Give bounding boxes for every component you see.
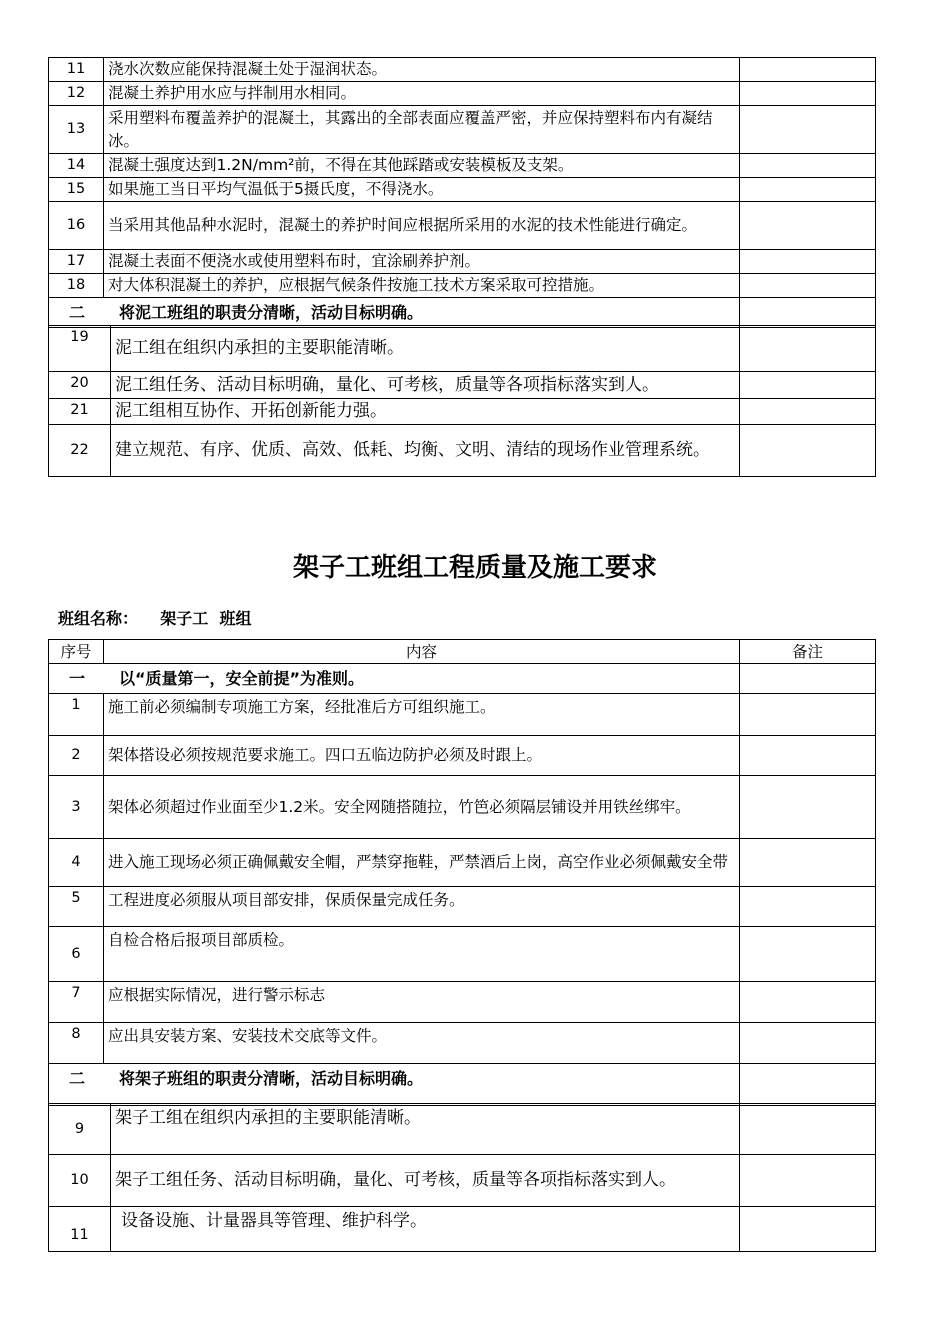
row-note — [740, 887, 876, 927]
header-number: 序号 — [49, 640, 104, 664]
row-note — [740, 1155, 876, 1207]
table-continued-part2 — [48, 325, 876, 477]
row-note — [740, 1023, 876, 1064]
row-content: 浇水次数应能保持混凝土处于湿润状态。 — [104, 58, 740, 82]
row-number: 5 — [49, 887, 104, 927]
row-content: 架子工组在组织内承担的主要职能清晰。 — [111, 1104, 740, 1155]
row-number: 2 — [49, 736, 104, 776]
table-row — [49, 326, 876, 372]
section-title: 将泥工班组的职责分清晰，活动目标明确。 — [119, 303, 424, 322]
row-number: 6 — [49, 927, 104, 982]
table-row — [49, 927, 876, 982]
row-note — [740, 58, 876, 82]
team-value: 架子工 班组 — [160, 609, 252, 628]
row-note — [740, 326, 876, 372]
row-number: 3 — [49, 776, 104, 839]
row-note — [740, 399, 876, 425]
row-note — [740, 298, 876, 328]
table-row — [49, 106, 876, 154]
table-row — [49, 982, 876, 1023]
table-row — [49, 776, 876, 839]
row-content: 对大体积混凝土的养护，应根据气候条件按施工技术方案采取可控措施。 — [104, 274, 740, 298]
row-note — [740, 106, 876, 154]
row-note — [740, 736, 876, 776]
section-heading — [49, 664, 740, 694]
section-title: 以“质量第一，安全前提”为准则。 — [119, 669, 365, 688]
table-row — [49, 154, 876, 178]
row-content: 架体必须超过作业面至少1.2米。安全网随搭随拉，竹笆必须隔层铺设并用铁丝绑牢。 — [104, 776, 740, 839]
quality-requirements-table-part2 — [48, 1103, 876, 1252]
team-label: 班组名称： — [58, 609, 139, 628]
section-heading — [49, 1064, 740, 1106]
row-content: 泥工组相互协作、开拓创新能力强。 — [111, 399, 740, 425]
row-number: 16 — [49, 202, 104, 250]
table-row — [49, 372, 876, 399]
row-content: 应根据实际情况，进行警示标志 — [104, 982, 740, 1023]
row-number: 11 — [49, 58, 104, 82]
section-number: 二 — [69, 1069, 86, 1088]
table-row — [49, 1207, 876, 1252]
table-row — [49, 736, 876, 776]
table-header-row — [49, 640, 876, 664]
table-row — [49, 82, 876, 106]
row-content: 如果施工当日平均气温低于5摄氏度，不得浇水。 — [104, 178, 740, 202]
table-row — [49, 250, 876, 274]
table-row — [49, 1155, 876, 1207]
section-number: 一 — [69, 669, 86, 688]
row-content: 自检合格后报项目部质检。 — [104, 927, 740, 982]
row-note — [740, 202, 876, 250]
row-number: 17 — [49, 250, 104, 274]
row-number: 21 — [49, 399, 111, 425]
row-note — [740, 1207, 876, 1252]
row-content: 泥工组在组织内承担的主要职能清晰。 — [111, 326, 740, 372]
row-number: 10 — [49, 1155, 111, 1207]
row-number: 12 — [49, 82, 104, 106]
row-content: 混凝土养护用水应与拌制用水相同。 — [104, 82, 740, 106]
row-content: 建立规范、有序、优质、高效、低耗、均衡、文明、清结的现场作业管理系统。 — [111, 425, 740, 477]
page-title: 架子工班组工程质量及施工要求 — [292, 553, 657, 583]
row-number: 13 — [49, 106, 104, 154]
row-number: 4 — [49, 839, 104, 887]
row-note — [740, 982, 876, 1023]
row-number: 11 — [49, 1207, 111, 1252]
section-row — [49, 664, 876, 694]
row-number: 14 — [49, 154, 104, 178]
row-note — [740, 1064, 876, 1106]
table-row — [49, 202, 876, 250]
row-number: 18 — [49, 274, 104, 298]
row-note — [740, 372, 876, 399]
row-content: 应出具安装方案、安装技术交底等文件。 — [104, 1023, 740, 1064]
row-content: 设备设施、计量器具等管理、维护科学。 — [111, 1207, 740, 1252]
table-row — [49, 694, 876, 736]
section-title: 将架子班组的职责分清晰，活动目标明确。 — [119, 1069, 424, 1088]
section-number: 二 — [69, 303, 86, 322]
team-name — [58, 607, 251, 631]
row-number: 8 — [49, 1023, 104, 1064]
table-row — [49, 839, 876, 887]
table-row — [49, 178, 876, 202]
table-row — [49, 887, 876, 927]
header-content: 内容 — [104, 640, 740, 664]
row-content: 工程进度必须服从项目部安排，保质保量完成任务。 — [104, 887, 740, 927]
row-note — [740, 927, 876, 982]
row-note — [740, 82, 876, 106]
table-row — [49, 425, 876, 477]
row-note — [740, 154, 876, 178]
table-row — [49, 399, 876, 425]
header-note: 备注 — [740, 640, 876, 664]
section-row — [49, 1064, 876, 1106]
row-note — [740, 1104, 876, 1155]
row-note — [740, 694, 876, 736]
table-row — [49, 274, 876, 298]
row-content: 当采用其他品种水泥时，混凝土的养护时间应根据所采用的水泥的技术性能进行确定。 — [104, 202, 740, 250]
row-number: 22 — [49, 425, 111, 477]
section-row — [49, 298, 876, 328]
row-content: 架体搭设必须按规范要求施工。四口五临边防护必须及时跟上。 — [104, 736, 740, 776]
row-note — [740, 178, 876, 202]
quality-requirements-table — [48, 639, 876, 1106]
row-note — [740, 664, 876, 694]
section-heading — [49, 298, 740, 328]
row-number: 20 — [49, 372, 111, 399]
row-content: 混凝土强度达到1.2N/mm²前，不得在其他踩踏或安装模板及支架。 — [104, 154, 740, 178]
table-row — [49, 58, 876, 82]
row-number: 9 — [49, 1104, 111, 1155]
row-number: 1 — [49, 694, 104, 736]
row-content: 泥工组任务、活动目标明确，量化、可考核，质量等各项指标落实到人。 — [111, 372, 740, 399]
row-number: 19 — [49, 326, 111, 372]
row-content: 架子工组任务、活动目标明确，量化、可考核，质量等各项指标落实到人。 — [111, 1155, 740, 1207]
row-content: 进入施工现场必须正确佩戴安全帽，严禁穿拖鞋，严禁酒后上岗，高空作业必须佩戴安全带 — [104, 839, 740, 887]
row-content: 采用塑料布覆盖养护的混凝土，其露出的全部表面应覆盖严密，并应保持塑料布内有凝结冰。 — [104, 106, 740, 154]
row-content: 施工前必须编制专项施工方案，经批准后方可组织施工。 — [104, 694, 740, 736]
row-content: 混凝土表面不便浇水或使用塑料布时，宜涂刷养护剂。 — [104, 250, 740, 274]
row-note — [740, 425, 876, 477]
row-note — [740, 776, 876, 839]
row-number: 15 — [49, 178, 104, 202]
table-row — [49, 1104, 876, 1155]
row-number: 7 — [49, 982, 104, 1023]
row-note — [740, 839, 876, 887]
table-continued — [48, 57, 876, 328]
table-row — [49, 1023, 876, 1064]
row-note — [740, 250, 876, 274]
row-note — [740, 274, 876, 298]
